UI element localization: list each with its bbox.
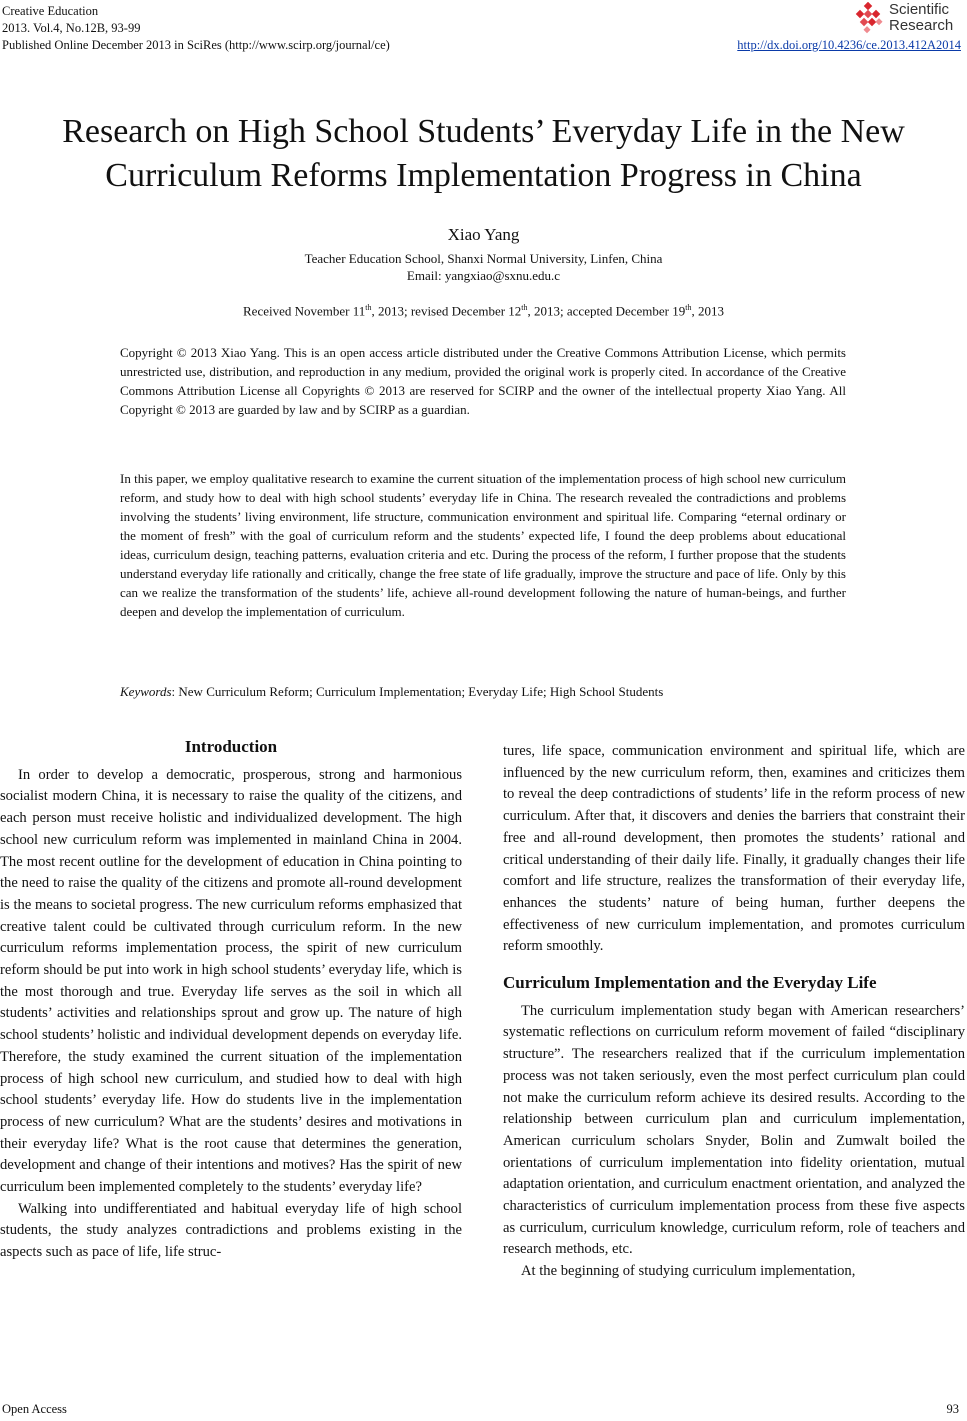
author-name: Xiao Yang — [447, 225, 520, 244]
section-heading-curriculum-implementation: Curriculum Implementation and the Everyday Life — [503, 973, 877, 993]
logo-text-scientific: Scientific — [889, 1, 950, 18]
doi-link[interactable]: http://dx.doi.org/10.4236/ce.2013.412A2014 — [737, 38, 961, 52]
received-dates: Received November 11th, 2013; revised December 12th, 2013; accepted December 19th, 2013 — [243, 303, 724, 319]
section-paragraph-1: The curriculum implementation study began with American researchers’ systematic reflections on curriculum reform movement of failed “disciplinary structure”. The researchers realized that if the curriculum implementation process was not taken seriously, even the most perfect curriculum plan could not make the curriculum reform achieve its desired results. According to the relationship between curriculum plan and curriculum implementation, American curriculum scholars Snyder, Bolin and Zumwalt boiled the orientations of curriculum implementation into fidelity orientation, mutual adaptation orientation, and curriculum enactment orientation, and analyzed the characteristics of curriculum implementation process from these five aspects as curriculum, curriculum knowledge, curriculum reform, role of teachers and research methods, etc. — [503, 1002, 965, 1258]
abstract: In this paper, we employ qualitative research to examine the current situation of the implementation process of high school new curriculum reform, and study how to deal with high school students’ everyday life in China. The research revealed the contradictions and problems involving the students’ living environment, life structure, communication environment and spiritual life. Comparing “eternal ordinary or the moment of fresh” with the goal of curriculum reform and the students’ expected life, I found the deep problems about educational ideas, curriculum design, teaching patterns, evaluation criteria and etc. During the process of the reform, I further propose that the students understand everyday life rationally and critically, change the free state of life gradually, improve the structure and pace of life. Only by this can we realize the transformation of the students’ life, achieve all-round development following the nature of human-beings, and further deepen and develop the implementation of curriculum. — [120, 471, 846, 619]
author-affiliation: Teacher Education School, Shanxi Normal University, Linfen, China — [304, 251, 663, 266]
intro-heading: Introduction — [184, 737, 278, 756]
logo-dots-icon — [851, 2, 887, 34]
journal-name: Creative Education — [2, 4, 99, 18]
page-number: 93 — [946, 1402, 959, 1416]
keywords — [120, 684, 663, 700]
intro-paragraph-1: In order to develop a democratic, prosperous, strong and harmonious socialist modern China, it is necessary to raise the quality of the citizens, and each person must receive holistic and individualized development. The high school new curriculum reform was implemented in mainland China in 2004. The most recent outline for the development of education in China pointing to the need to raise the quality of the citizens and promote all-round development is the means to societal progress. The new curriculum reforms emphasized that creative talent could be cultivated through curriculum reform. In the new curriculum reforms implementation process, the spirit of new curriculum reform should be put into work in high school students’ everyday life, which is the most thorough and true. Everyday life serves as the soil in which all students’ activities and relationships sprout and grow up. The nature of high school students’ holistic and individual development depends on everyday life. Therefore, the study examined the current situation of the implementation process of high school new curriculum, and studied how to deal with high school students’ everyday life. How do students live in the implementation process of new curriculum? What are the students’ desires and motivations in their everyday life? What is the root cause that determines the generation, development and change of their intentions and motives? Has the spirit of new curriculum been implemented completely to the students’ everyday life? — [0, 766, 462, 1196]
journal-volume: 2013. Vol.4, No.12B, 93-99 — [2, 21, 141, 35]
footer-open-access: Open Access — [2, 1402, 67, 1416]
right-column — [503, 741, 965, 1283]
published-online: Published Online December 2013 in SciRes (http://www.scirp.org/journal/ce) — [2, 38, 390, 52]
scientific-research-logo — [851, 2, 961, 36]
copyright-notice: Copyright © 2013 Xiao Yang. This is an open access article distributed under the Creative Commons Attribution License, which permits unrestricted use, distribution, and reproduction in any medium, provided the original work is properly cited. In accordance of the Creative Commons Attribution License all Copyrights © 2013 are reserved for SCIRP and the owner of the intellectual property Xiao Yang. All Copyright © 2013 are guarded by law and by SCIRP as a guardian. — [120, 345, 846, 417]
keywords-list: : New Curriculum Reform; Curriculum Implementation; Everyday Life; High School Students — [171, 684, 664, 699]
keywords-label: Keywords — [120, 684, 172, 699]
logo-text-research: Research — [889, 17, 954, 34]
section-paragraph-2: At the beginning of studying curriculum implementation, — [521, 1263, 856, 1280]
journal-header — [2, 3, 390, 54]
paper-title: Research on High School Students’ Everyday Life in the New Curriculum Reforms Implementation Progress in China — [62, 113, 905, 194]
left-column — [0, 736, 462, 1264]
intro-paragraph-2: Walking into undifferentiated and habitual everyday life of high school students, the study analyzes contradictions and problems existing in the aspects such as pace of life, life struc- — [0, 1200, 462, 1261]
author-email: Email: yangxiao@sxnu.edu.c — [406, 268, 561, 283]
intro-paragraph-continued: tures, life space, communication environment and spiritual life, which are influenced by the new curriculum reform, then, examines and criticizes them to reveal the deep contradictions of students’ life in the reform process of new curriculum. After that, it discovers and denies the barriers that constraint their free and all-round development, then promotes the students’ rational and critical understanding of their daily life. Finally, it gradually changes their life comfort and life structure, realizes the transformation of their everyday life, enhances the students’ nature of being human, further deepens the effectiveness of new curriculum implementation, and promotes curriculum reform smoothly. — [503, 743, 965, 955]
